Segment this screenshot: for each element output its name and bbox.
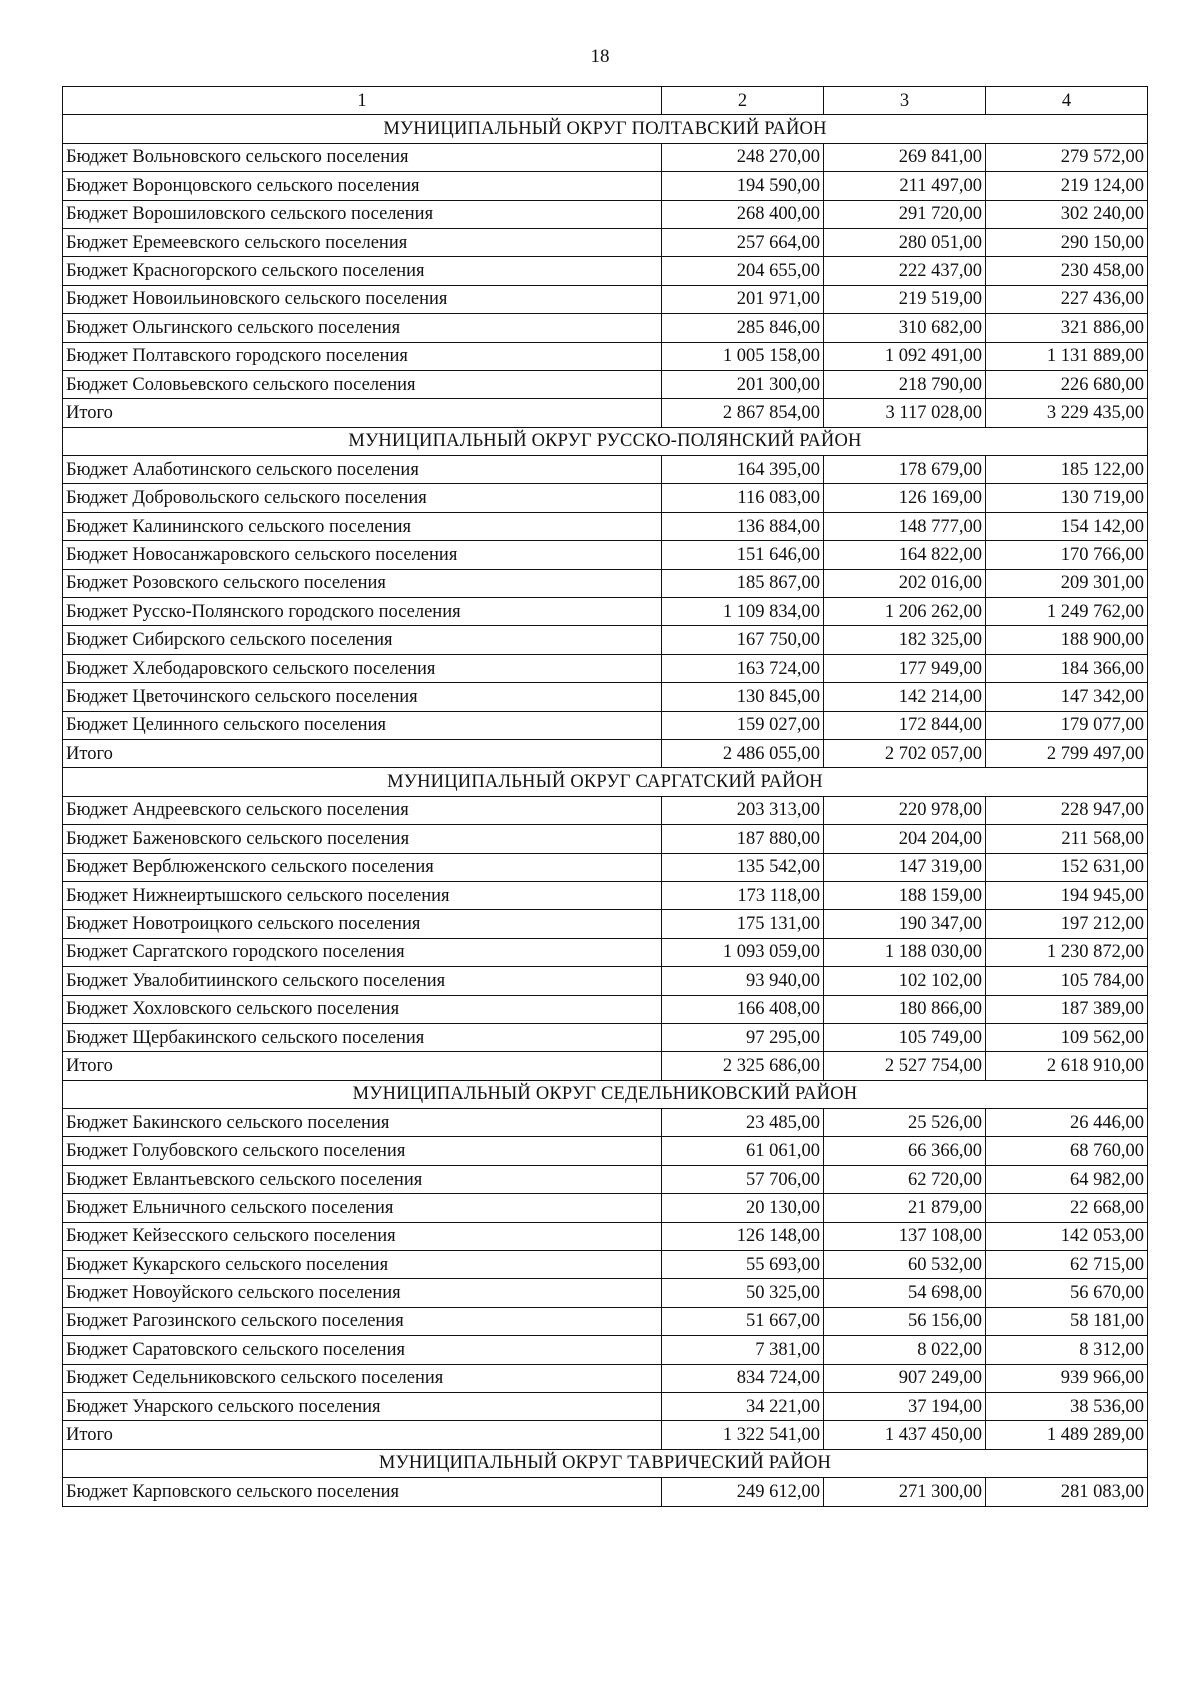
value-col-4: 302 240,00 (986, 200, 1148, 228)
table-row (63, 1222, 1148, 1250)
table-row (63, 1279, 1148, 1307)
value-col-4: 188 900,00 (986, 626, 1148, 654)
settlement-name: Бюджет Рагозинского сельского поселения (63, 1307, 662, 1335)
value-col-4: 64 982,00 (986, 1165, 1148, 1193)
value-col-4: 109 562,00 (986, 1023, 1148, 1051)
value-col-3: 269 841,00 (824, 143, 986, 171)
value-col-3: 1 206 262,00 (824, 598, 986, 626)
value-col-4: 58 181,00 (986, 1307, 1148, 1335)
value-col-2: 93 940,00 (662, 967, 824, 995)
value-col-4: 228 947,00 (986, 796, 1148, 824)
settlement-name: Бюджет Алаботинского сельского поселения (63, 456, 662, 484)
value-col-3: 1 437 450,00 (824, 1421, 986, 1449)
value-col-4: 1 131 889,00 (986, 342, 1148, 370)
table-row (63, 598, 1148, 626)
total-label: Итого (63, 739, 662, 767)
value-col-4: 1 230 872,00 (986, 938, 1148, 966)
table-row (63, 456, 1148, 484)
value-col-2: 126 148,00 (662, 1222, 824, 1250)
column-number-row (63, 87, 1148, 115)
table-row (63, 1194, 1148, 1222)
table-row (63, 683, 1148, 711)
table-row (63, 1307, 1148, 1335)
table-row (63, 342, 1148, 370)
value-col-3: 211 497,00 (824, 172, 986, 200)
value-col-2: 187 880,00 (662, 825, 824, 853)
table-row (63, 1251, 1148, 1279)
table-row (63, 512, 1148, 540)
column-number: 2 (662, 87, 824, 115)
value-col-2: 164 395,00 (662, 456, 824, 484)
value-col-4: 105 784,00 (986, 967, 1148, 995)
settlement-name: Бюджет Карповского сельского поселения (63, 1478, 662, 1506)
settlement-name: Бюджет Еремеевского сельского поселения (63, 228, 662, 256)
value-col-4: 185 122,00 (986, 456, 1148, 484)
value-col-3: 291 720,00 (824, 200, 986, 228)
value-col-2: 166 408,00 (662, 995, 824, 1023)
value-col-2: 55 693,00 (662, 1251, 824, 1279)
table-row (63, 938, 1148, 966)
value-col-2: 194 590,00 (662, 172, 824, 200)
value-col-4: 62 715,00 (986, 1251, 1148, 1279)
settlement-name: Бюджет Новоуйского сельского поселения (63, 1279, 662, 1307)
value-col-4: 154 142,00 (986, 512, 1148, 540)
value-col-2: 1 109 834,00 (662, 598, 824, 626)
value-col-2: 204 655,00 (662, 257, 824, 285)
settlement-name: Бюджет Кейзесского сельского поселения (63, 1222, 662, 1250)
column-number: 3 (824, 87, 986, 115)
value-col-3: 137 108,00 (824, 1222, 986, 1250)
value-col-3: 178 679,00 (824, 456, 986, 484)
table-row (63, 1478, 1148, 1506)
total-label: Итого (63, 1421, 662, 1449)
value-col-3: 202 016,00 (824, 569, 986, 597)
value-col-4: 187 389,00 (986, 995, 1148, 1023)
table-row (63, 654, 1148, 682)
settlement-name: Бюджет Добровольского сельского поселения (63, 484, 662, 512)
value-col-2: 1 093 059,00 (662, 938, 824, 966)
table-row (63, 285, 1148, 313)
value-col-3: 907 249,00 (824, 1364, 986, 1392)
value-col-3: 2 527 754,00 (824, 1052, 986, 1080)
settlement-name: Бюджет Унарского сельского поселения (63, 1392, 662, 1420)
value-col-3: 105 749,00 (824, 1023, 986, 1051)
value-col-4: 22 668,00 (986, 1194, 1148, 1222)
table-row (63, 967, 1148, 995)
budget-table (62, 86, 1148, 1507)
settlement-name: Бюджет Цветочинского сельского поселения (63, 683, 662, 711)
value-col-3: 2 702 057,00 (824, 739, 986, 767)
value-col-4: 321 886,00 (986, 314, 1148, 342)
column-number: 1 (63, 87, 662, 115)
value-col-2: 7 381,00 (662, 1336, 824, 1364)
settlement-name: Бюджет Новосанжаровского сельского поселения (63, 541, 662, 569)
value-col-3: 62 720,00 (824, 1165, 986, 1193)
value-col-2: 285 846,00 (662, 314, 824, 342)
value-col-4: 279 572,00 (986, 143, 1148, 171)
value-col-3: 37 194,00 (824, 1392, 986, 1420)
value-col-4: 281 083,00 (986, 1478, 1148, 1506)
value-col-3: 172 844,00 (824, 711, 986, 739)
value-col-3: 177 949,00 (824, 654, 986, 682)
value-col-2: 116 083,00 (662, 484, 824, 512)
settlement-name: Бюджет Седельниковского сельского поселения (63, 1364, 662, 1392)
settlement-name: Бюджет Русско-Полянского городского поселения (63, 598, 662, 626)
value-col-2: 61 061,00 (662, 1137, 824, 1165)
settlement-name: Бюджет Ельничного сельского поселения (63, 1194, 662, 1222)
value-col-3: 60 532,00 (824, 1251, 986, 1279)
value-col-3: 310 682,00 (824, 314, 986, 342)
settlement-name: Бюджет Нижнеиртышского сельского поселения (63, 881, 662, 909)
table-row (63, 853, 1148, 881)
table-row (63, 711, 1148, 739)
table-row (63, 1392, 1148, 1420)
value-col-2: 268 400,00 (662, 200, 824, 228)
total-label: Итого (63, 399, 662, 427)
value-col-3: 54 698,00 (824, 1279, 986, 1307)
value-col-3: 280 051,00 (824, 228, 986, 256)
value-col-2: 23 485,00 (662, 1109, 824, 1137)
value-col-2: 20 130,00 (662, 1194, 824, 1222)
table-row (63, 910, 1148, 938)
total-row (63, 1421, 1148, 1449)
settlement-name: Бюджет Воронцовского сельского поселения (63, 172, 662, 200)
table-row (63, 314, 1148, 342)
settlement-name: Бюджет Полтавского городского поселения (63, 342, 662, 370)
settlement-name: Бюджет Саргатского городского поселения (63, 938, 662, 966)
value-col-4: 1 489 289,00 (986, 1421, 1148, 1449)
value-col-3: 126 169,00 (824, 484, 986, 512)
section-title: МУНИЦИПАЛЬНЫЙ ОКРУГ ПОЛТАВСКИЙ РАЙОН (63, 115, 1148, 143)
value-col-4: 230 458,00 (986, 257, 1148, 285)
value-col-2: 51 667,00 (662, 1307, 824, 1335)
value-col-3: 102 102,00 (824, 967, 986, 995)
section-header-row (63, 1080, 1148, 1108)
value-col-2: 97 295,00 (662, 1023, 824, 1051)
table-row (63, 825, 1148, 853)
section-header-row (63, 115, 1148, 143)
settlement-name: Бюджет Розовского сельского поселения (63, 569, 662, 597)
value-col-3: 21 879,00 (824, 1194, 986, 1222)
value-col-4: 1 249 762,00 (986, 598, 1148, 626)
value-col-3: 164 822,00 (824, 541, 986, 569)
table-row (63, 1109, 1148, 1137)
total-row (63, 399, 1148, 427)
value-col-2: 136 884,00 (662, 512, 824, 540)
value-col-2: 2 486 055,00 (662, 739, 824, 767)
value-col-4: 2 618 910,00 (986, 1052, 1148, 1080)
value-col-2: 34 221,00 (662, 1392, 824, 1420)
value-col-4: 56 670,00 (986, 1279, 1148, 1307)
value-col-2: 173 118,00 (662, 881, 824, 909)
settlement-name: Бюджет Хохловского сельского поселения (63, 995, 662, 1023)
value-col-4: 8 312,00 (986, 1336, 1148, 1364)
value-col-2: 201 971,00 (662, 285, 824, 313)
value-col-2: 163 724,00 (662, 654, 824, 682)
value-col-3: 220 978,00 (824, 796, 986, 824)
total-label: Итого (63, 1052, 662, 1080)
settlement-name: Бюджет Увалобитиинского сельского поселения (63, 967, 662, 995)
value-col-3: 1 092 491,00 (824, 342, 986, 370)
table-row (63, 484, 1148, 512)
section-title: МУНИЦИПАЛЬНЫЙ ОКРУГ СЕДЕЛЬНИКОВСКИЙ РАЙОН (63, 1080, 1148, 1108)
settlement-name: Бюджет Соловьевского сельского поселения (63, 370, 662, 398)
value-col-3: 218 790,00 (824, 370, 986, 398)
value-col-2: 201 300,00 (662, 370, 824, 398)
settlement-name: Бюджет Голубовского сельского поселения (63, 1137, 662, 1165)
table-row (63, 1364, 1148, 1392)
value-col-3: 222 437,00 (824, 257, 986, 285)
value-col-3: 204 204,00 (824, 825, 986, 853)
settlement-name: Бюджет Вольновского сельского поселения (63, 143, 662, 171)
table-row (63, 626, 1148, 654)
value-col-4: 227 436,00 (986, 285, 1148, 313)
value-col-2: 159 027,00 (662, 711, 824, 739)
value-col-3: 190 347,00 (824, 910, 986, 938)
section-header-row (63, 427, 1148, 455)
value-col-4: 152 631,00 (986, 853, 1148, 881)
value-col-2: 135 542,00 (662, 853, 824, 881)
column-number: 4 (986, 87, 1148, 115)
value-col-2: 2 867 854,00 (662, 399, 824, 427)
settlement-name: Бюджет Новоильиновского сельского поселения (63, 285, 662, 313)
value-col-4: 179 077,00 (986, 711, 1148, 739)
value-col-2: 249 612,00 (662, 1478, 824, 1506)
value-col-3: 1 188 030,00 (824, 938, 986, 966)
value-col-3: 66 366,00 (824, 1137, 986, 1165)
section-title: МУНИЦИПАЛЬНЫЙ ОКРУГ ТАВРИЧЕСКИЙ РАЙОН (63, 1449, 1148, 1477)
value-col-2: 834 724,00 (662, 1364, 824, 1392)
value-col-3: 182 325,00 (824, 626, 986, 654)
section-title: МУНИЦИПАЛЬНЫЙ ОКРУГ РУССКО-ПОЛЯНСКИЙ РАЙОН (63, 427, 1148, 455)
settlement-name: Бюджет Новотроицкого сельского поселения (63, 910, 662, 938)
value-col-4: 170 766,00 (986, 541, 1148, 569)
value-col-4: 2 799 497,00 (986, 739, 1148, 767)
value-col-3: 188 159,00 (824, 881, 986, 909)
settlement-name: Бюджет Евлантьевского сельского поселения (63, 1165, 662, 1193)
table-row (63, 995, 1148, 1023)
value-col-4: 26 446,00 (986, 1109, 1148, 1137)
settlement-name: Бюджет Ольгинского сельского поселения (63, 314, 662, 342)
value-col-4: 184 366,00 (986, 654, 1148, 682)
section-header-row (63, 1449, 1148, 1477)
settlement-name: Бюджет Бакинского сельского поселения (63, 1109, 662, 1137)
value-col-3: 219 519,00 (824, 285, 986, 313)
section-header-row (63, 768, 1148, 796)
value-col-2: 175 131,00 (662, 910, 824, 938)
value-col-4: 142 053,00 (986, 1222, 1148, 1250)
settlement-name: Бюджет Андреевского сельского поселения (63, 796, 662, 824)
value-col-2: 1 322 541,00 (662, 1421, 824, 1449)
value-col-4: 211 568,00 (986, 825, 1148, 853)
value-col-2: 50 325,00 (662, 1279, 824, 1307)
value-col-2: 57 706,00 (662, 1165, 824, 1193)
value-col-4: 197 212,00 (986, 910, 1148, 938)
settlement-name: Бюджет Красногорского сельского поселения (63, 257, 662, 285)
value-col-2: 1 005 158,00 (662, 342, 824, 370)
value-col-2: 185 867,00 (662, 569, 824, 597)
budget-table-body (63, 87, 1148, 1507)
value-col-4: 209 301,00 (986, 569, 1148, 597)
value-col-4: 38 536,00 (986, 1392, 1148, 1420)
table-row (63, 370, 1148, 398)
value-col-3: 56 156,00 (824, 1307, 986, 1335)
value-col-4: 3 229 435,00 (986, 399, 1148, 427)
table-row (63, 1336, 1148, 1364)
table-row (63, 881, 1148, 909)
table-row (63, 172, 1148, 200)
settlement-name: Бюджет Верблюженского сельского поселения (63, 853, 662, 881)
settlement-name: Бюджет Целинного сельского поселения (63, 711, 662, 739)
value-col-2: 151 646,00 (662, 541, 824, 569)
value-col-3: 180 866,00 (824, 995, 986, 1023)
table-row (63, 257, 1148, 285)
value-col-3: 148 777,00 (824, 512, 986, 540)
settlement-name: Бюджет Баженовского сельского поселения (63, 825, 662, 853)
settlement-name: Бюджет Щербакинского сельского поселения (63, 1023, 662, 1051)
value-col-3: 25 526,00 (824, 1109, 986, 1137)
table-row (63, 228, 1148, 256)
table-row (63, 796, 1148, 824)
value-col-2: 2 325 686,00 (662, 1052, 824, 1080)
settlement-name: Бюджет Ворошиловского сельского поселения (63, 200, 662, 228)
value-col-4: 147 342,00 (986, 683, 1148, 711)
total-row (63, 739, 1148, 767)
value-col-3: 8 022,00 (824, 1336, 986, 1364)
value-col-4: 130 719,00 (986, 484, 1148, 512)
value-col-2: 203 313,00 (662, 796, 824, 824)
value-col-4: 290 150,00 (986, 228, 1148, 256)
value-col-2: 130 845,00 (662, 683, 824, 711)
value-col-3: 147 319,00 (824, 853, 986, 881)
table-row (63, 541, 1148, 569)
value-col-2: 248 270,00 (662, 143, 824, 171)
value-col-2: 167 750,00 (662, 626, 824, 654)
table-row (63, 1165, 1148, 1193)
section-title: МУНИЦИПАЛЬНЫЙ ОКРУГ САРГАТСКИЙ РАЙОН (63, 768, 1148, 796)
value-col-4: 226 680,00 (986, 370, 1148, 398)
value-col-3: 271 300,00 (824, 1478, 986, 1506)
value-col-4: 939 966,00 (986, 1364, 1148, 1392)
settlement-name: Бюджет Калининского сельского поселения (63, 512, 662, 540)
table-row (63, 1137, 1148, 1165)
total-row (63, 1052, 1148, 1080)
table-row (63, 200, 1148, 228)
settlement-name: Бюджет Сибирского сельского поселения (63, 626, 662, 654)
value-col-4: 194 945,00 (986, 881, 1148, 909)
value-col-3: 3 117 028,00 (824, 399, 986, 427)
settlement-name: Бюджет Саратовского сельского поселения (63, 1336, 662, 1364)
value-col-2: 257 664,00 (662, 228, 824, 256)
value-col-4: 68 760,00 (986, 1137, 1148, 1165)
table-row (63, 143, 1148, 171)
value-col-4: 219 124,00 (986, 172, 1148, 200)
value-col-3: 142 214,00 (824, 683, 986, 711)
page-number: 18 (590, 46, 610, 67)
table-row (63, 569, 1148, 597)
settlement-name: Бюджет Кукарского сельского поселения (63, 1251, 662, 1279)
settlement-name: Бюджет Хлебодаровского сельского поселения (63, 654, 662, 682)
table-row (63, 1023, 1148, 1051)
